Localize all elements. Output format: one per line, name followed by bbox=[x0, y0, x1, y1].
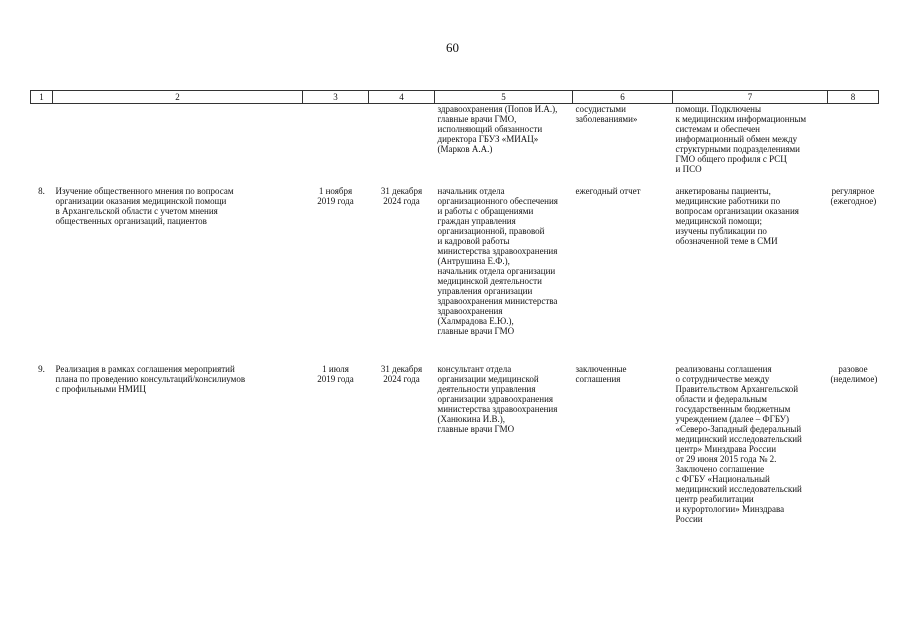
row-responsible: начальник отдела организационного обеспечения и работы с обращениями граждан управления организационной, правовой и кадровой работы министерства здравоохранения (Антрушина Е.Ф.), начальник отдела организации медицинской деятельности управления организации здравоохранения министерства здравоохранения (Халмрадова Е.Ю.), главные врачи ГМО bbox=[437, 186, 558, 336]
row-activity: Изучение общественного мнения по вопросам организации оказания медицинской помощи в Архангельской области с учетом мнения общественных организаций, пациентов bbox=[55, 186, 234, 226]
row-indicator: анкетированы пациенты, медицинские работники по вопросам организации оказания медицинской помощи; изучены публикации по обозначенной теме в СМИ bbox=[675, 186, 799, 246]
continuation-result: сосудистыми заболеваниями» bbox=[575, 104, 638, 124]
row-activity: Реализация в рамках соглашения мероприятий плана по проведению консультаций/консилиумов с профильными НМИЦ bbox=[55, 364, 246, 394]
row-end-date: 31 декабря 2024 года bbox=[380, 364, 423, 384]
table-row bbox=[31, 186, 879, 336]
row-responsible: консультант отдела организации медицинской деятельности управления организации здравоохранения министерства здравоохранения (Ханюкина И.В.), главные врачи ГМО bbox=[437, 364, 558, 434]
row-start-date: 1 ноября 2019 года bbox=[317, 186, 354, 206]
row-type: разовое (неделимое) bbox=[830, 364, 878, 384]
row-result: заключенные соглашения bbox=[575, 364, 627, 384]
header-col-8: 8 bbox=[828, 91, 879, 104]
header-col-1: 1 bbox=[31, 91, 53, 104]
page-number: 60 bbox=[446, 40, 459, 55]
continuation-responsible: здравоохранения (Попов И.А.), главные врачи ГМО, исполняющий обязанности директора ГБУЗ «МИАЦ» (Марков А.А.) bbox=[437, 104, 558, 154]
header-col-2: 2 bbox=[53, 91, 303, 104]
row-number: 9. bbox=[38, 364, 45, 374]
continuation-indicator: помощи. Подключены к медицинским информационным системам и обеспечен информационный обмен между структурными подразделениями ГМО общего профиля с РСЦ и ПСО bbox=[675, 104, 807, 174]
header-col-4: 4 bbox=[369, 91, 435, 104]
row-type: регулярное (ежегодное) bbox=[830, 186, 877, 206]
header-col-7: 7 bbox=[673, 91, 828, 104]
continuation-row bbox=[31, 104, 879, 175]
row-indicator: реализованы соглашения о сотрудничестве между Правительством Архангельской области и федеральным государственным бюджетным учреждением (далее – ФГБУ) «Северо-Западный федеральный медицинский исследовательский центр» Минздрава России от 29 июня 2015 года № 2. Заключено соглашение с ФГБУ «Национальный медицинский исследовательский центр реабилитации и курортологии» Минздрава России bbox=[675, 364, 802, 524]
header-col-6: 6 bbox=[573, 91, 673, 104]
header-row bbox=[31, 91, 879, 104]
header-col-5: 5 bbox=[435, 91, 573, 104]
row-number: 8. bbox=[38, 186, 45, 196]
plan-table bbox=[30, 90, 879, 524]
row-result: ежегодный отчет bbox=[575, 186, 641, 196]
row-start-date: 1 июля 2019 года bbox=[317, 364, 354, 384]
header-col-3: 3 bbox=[303, 91, 369, 104]
table-row bbox=[31, 364, 879, 524]
row-end-date: 31 декабря 2024 года bbox=[380, 186, 423, 206]
